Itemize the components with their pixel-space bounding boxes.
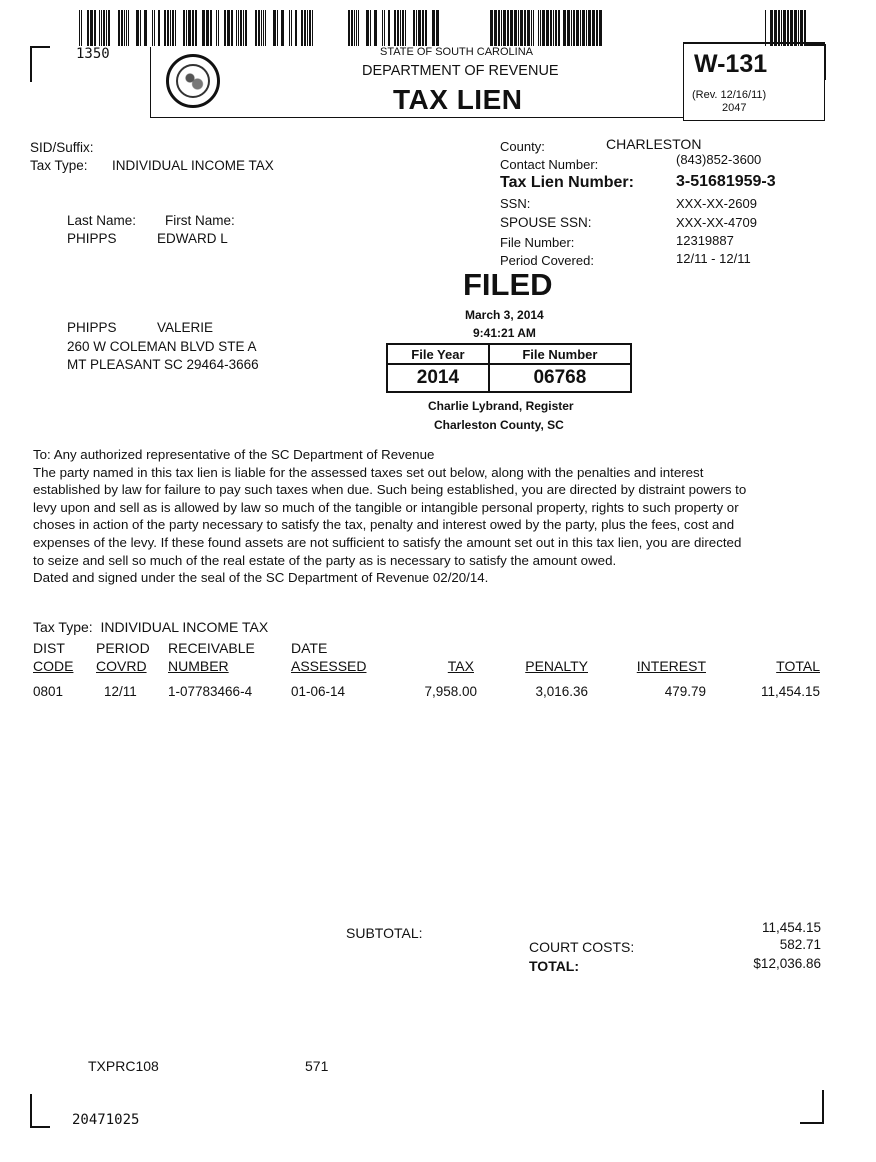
corner-mark-top-left — [30, 46, 50, 82]
form-revision-code: 2047 — [722, 102, 747, 114]
register-county: Charleston County, SC — [434, 418, 564, 432]
barcode-center — [345, 10, 440, 46]
program-code: TXPRC108 — [88, 1058, 159, 1074]
spouse-ssn-label: SPOUSE SSN: — [500, 215, 592, 230]
barcode-right — [487, 10, 604, 46]
sid-label: SID/Suffix: — [30, 140, 94, 155]
spouse-last-name: PHIPPS — [67, 320, 117, 335]
department-name: DEPARTMENT OF REVENUE — [362, 63, 559, 79]
first-name-label: First Name: — [165, 213, 235, 228]
file-number-label: File Number: — [500, 235, 575, 250]
row-receivable: 1-07783466-4 — [168, 684, 253, 699]
filed-stamp: FILED — [463, 267, 553, 302]
row-dist-code: 0801 — [33, 684, 64, 699]
col-period-bottom: COVRD — [96, 658, 147, 674]
row-date-assessed: 01-06-14 — [291, 684, 346, 699]
col-period-top: PERIOD — [96, 640, 150, 656]
col-interest: INTEREST — [636, 658, 706, 674]
corner-mark-bottom-left — [30, 1094, 50, 1128]
barcode-corner — [762, 10, 808, 46]
assessment-tax-type: Tax Type: INDIVIDUAL INCOME TAX — [33, 619, 269, 635]
file-year-value: 2014 — [387, 364, 489, 392]
lien-number-value: 3-51681959-3 — [676, 173, 776, 190]
notice-line: The party named in this tax lien is liable for the assessed taxes set out below, along with the penalties and interest — [33, 464, 704, 480]
col-dist-bottom: CODE — [33, 658, 74, 674]
col-receivable-bottom: NUMBER — [168, 658, 229, 674]
lien-notice-text — [33, 446, 833, 587]
row-penalty: 3,016.36 — [535, 684, 588, 699]
document-id: 20471025 — [72, 1112, 140, 1128]
notice-line: Dated and signed under the seal of the SC Department of Revenue 02/20/14. — [33, 570, 489, 586]
last-name: PHIPPS — [67, 231, 117, 246]
barcode-left — [76, 10, 316, 46]
county-label: County: — [500, 139, 545, 154]
contact-label: Contact Number: — [500, 157, 599, 172]
col-date-bottom: ASSESSED — [291, 658, 367, 674]
county-value: CHARLESTON — [606, 136, 702, 152]
subtotal-value: 11,454.15 — [761, 920, 821, 935]
state-name: STATE OF SOUTH CAROLINA — [380, 46, 533, 58]
court-costs-label: COURT COSTS: — [529, 939, 635, 955]
spouse-first-name: VALERIE — [157, 320, 214, 335]
col-dist-top: DIST — [33, 640, 65, 656]
form-number: W-131 — [694, 50, 768, 78]
total-label: TOTAL: — [529, 958, 580, 974]
notice-line: established by law for failure to pay such taxes when due. Such being established, you are directed by distraint powers to — [33, 482, 747, 498]
tax-type-label: Tax Type: — [30, 158, 88, 173]
state-seal-icon — [166, 54, 220, 108]
notice-line: to seize and sell so much of the real estate of the party as is necessary to satisfy the amount owed. — [33, 552, 617, 568]
filed-time: 9:41:21 AM — [473, 326, 536, 340]
subtotal-label: SUBTOTAL: — [346, 925, 423, 941]
notice-line: expenses of the levy. If these found assets are not sufficient to satisfy the amount set out in this tax lien, you are directed — [33, 534, 742, 550]
file-number-cell: 06768 — [489, 364, 631, 392]
filed-date: March 3, 2014 — [465, 308, 544, 322]
row-interest: 479.79 — [664, 684, 706, 699]
notice-line: To: Any authorized representative of the SC Department of Revenue — [33, 447, 435, 462]
notice-line: choses in action of the party necessary to satisfy the tax, penalty and interest owed by the party, plus the fees, cost and — [33, 517, 735, 533]
address-line-1: 260 W COLEMAN BLVD STE A — [67, 339, 257, 354]
first-name: EDWARD L — [157, 231, 228, 246]
row-tax: 7,958.00 — [424, 684, 477, 699]
form-revision: (Rev. 12/16/11) — [692, 89, 767, 101]
file-year-header: File Year — [387, 344, 489, 364]
total-value: $12,036.86 — [753, 956, 821, 971]
row-period: 12/11 — [104, 684, 137, 699]
file-year-table — [386, 343, 632, 393]
register-name: Charlie Lybrand, Register — [428, 399, 574, 413]
page-code: 571 — [305, 1058, 329, 1074]
address-line-2: MT PLEASANT SC 29464-3666 — [67, 357, 259, 372]
col-total: TOTAL — [776, 658, 820, 674]
tax-type-value: INDIVIDUAL INCOME TAX — [112, 158, 274, 173]
corner-mark-bottom-right — [800, 1090, 824, 1124]
col-penalty: PENALTY — [525, 658, 588, 674]
col-date-top: DATE — [291, 640, 328, 656]
last-name-label: Last Name: — [67, 213, 137, 228]
ssn-label: SSN: — [500, 196, 531, 211]
period-value: 12/11 - 12/11 — [676, 251, 751, 266]
period-label: Period Covered: — [500, 253, 594, 268]
file-number-value: 12319887 — [676, 233, 734, 248]
contact-value: (843)852-3600 — [676, 152, 762, 167]
spouse-ssn-value: XXX-XX-4709 — [676, 215, 757, 230]
court-costs-value: 582.71 — [779, 937, 821, 952]
notice-line: levy upon and sell as is allowed by law so much of the tangible or intangible personal property, rights to such property or — [33, 499, 739, 515]
col-receivable-top: RECEIVABLE — [168, 640, 255, 656]
row-total: 11,454.15 — [760, 684, 820, 699]
ssn-value: XXX-XX-2609 — [676, 196, 757, 211]
lien-number-label: Tax Lien Number: — [500, 174, 634, 191]
col-tax: TAX — [447, 658, 474, 674]
document-title: TAX LIEN — [393, 84, 523, 115]
form-sequence: 1350 — [76, 46, 110, 62]
file-number-header: File Number — [489, 344, 631, 364]
